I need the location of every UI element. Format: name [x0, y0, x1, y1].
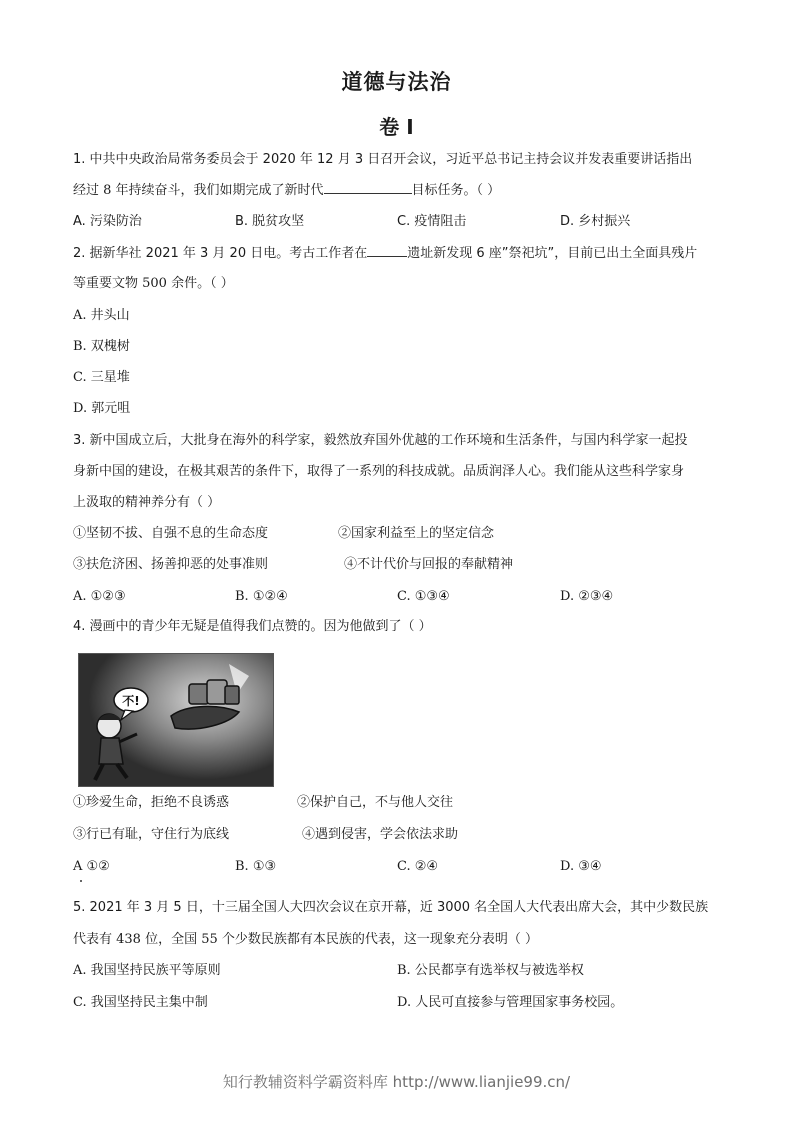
- question-5-option-c: C. 我国坚持民主集中制: [73, 995, 208, 1010]
- question-3-item-4: ④不计代价与回报的奉献精神: [344, 557, 514, 572]
- question-2-option-d: D. 郭元咀: [73, 401, 131, 416]
- question-2-line-1b: 遗址新发现 6 座”祭祀坑”，目前已出土全面具残片: [407, 246, 698, 261]
- question-2-line-1: [73, 244, 697, 263]
- question-1-option-c: C. 疫情阻击: [397, 214, 467, 229]
- question-2-line-2: 等重要文物 500 余件。（ ）: [73, 276, 234, 291]
- question-4-option-b: B. ①③: [235, 859, 277, 874]
- question-2-option-b: B. 双槐树: [73, 339, 130, 354]
- question-4-option-c: C. ②④: [397, 859, 439, 874]
- section-title: 卷 I: [379, 115, 414, 139]
- scan-speck: [80, 880, 82, 882]
- question-3-line-1: 3. 新中国成立后，大批身在海外的科学家，毅然放弃国外优越的工作环境和生活条件，与国内科学家一起投: [73, 433, 688, 448]
- comic-illustration: [78, 653, 274, 787]
- question-3-option-a: A. ①②③: [73, 589, 126, 604]
- page-title: 道德与法治: [341, 70, 452, 94]
- question-3-item-1: ①坚韧不拔、自强不息的生命态度: [73, 526, 269, 541]
- question-2-line-1a: 2. 据新华社 2021 年 3 月 20 日电。考古工作者在: [73, 246, 368, 261]
- question-2-option-c: C. 三星堆: [73, 370, 130, 385]
- question-4-line-1: 4. 漫画中的青少年无疑是值得我们点赞的。因为他做到了（ ）: [73, 619, 432, 634]
- question-1-line-2b: 目标任务。（ ）: [411, 183, 501, 198]
- question-3-item-3: ③扶危济困、扬善抑恶的处事准则: [73, 557, 269, 572]
- question-1-line-2: [73, 181, 500, 200]
- answer-blank: [324, 181, 412, 194]
- question-5-option-b: B. 公民都享有选举权与被选举权: [397, 963, 584, 978]
- question-4-option-d: D. ③④: [560, 859, 602, 874]
- question-1-option-a: A. 污染防治: [73, 214, 142, 229]
- question-5-line-1: 5. 2021 年 3 月 5 日，十三届全国人大四次会议在京开幕，近 3000 名全国人大代表出席大会，其中少数民族: [73, 900, 709, 915]
- question-4-item-3: ③行已有耻，守住行为底线: [73, 827, 230, 842]
- question-5-option-d: D. 人民可直接参与管理国家事务校园。: [397, 995, 624, 1010]
- question-1-line-1: 1. 中共中央政治局常务委员会于 2020 年 12 月 3 日召开会议，习近平总书记主持会议并发表重要讲话指出: [73, 152, 693, 167]
- question-1-option-d: D. 乡村振兴: [560, 214, 631, 229]
- answer-blank: [367, 244, 407, 257]
- question-3-option-b: B. ①②④: [235, 589, 288, 604]
- question-3-line-2: 身新中国的建设，在极其艰苦的条件下，取得了一系列的科技成就。品质润泽人心。我们能从这些科学家身: [73, 464, 685, 479]
- question-3-option-d: D. ②③④: [560, 589, 614, 604]
- question-3-item-2: ②国家利益至上的坚定信念: [338, 526, 495, 541]
- question-1-option-b: B. 脱贫攻坚: [235, 214, 305, 229]
- question-5-option-a: A. 我国坚持民族平等原则: [73, 963, 221, 978]
- question-4-item-4: ④遇到侵害，学会依法求助: [302, 827, 459, 842]
- question-3-line-3: 上汲取的精神养分有（ ）: [73, 495, 221, 510]
- question-5-line-2: 代表有 438 位，全国 55 个少数民族都有本民族的代表，这一现象充分表明（ ）: [73, 932, 539, 947]
- question-4-item-2: ②保护自己，不与他人交往: [297, 795, 454, 810]
- footer-watermark: 知行教辅资料学霸资料库 http://www.lianjie99.cn/: [222, 1073, 571, 1091]
- question-1-line-2a: 经过 8 年持续奋斗，我们如期完成了新时代: [73, 183, 324, 198]
- speech-bubble-text: 不!: [122, 694, 140, 708]
- question-2-option-a: A. 井头山: [73, 308, 130, 323]
- question-4-item-1: ①珍爱生命，拒绝不良诱惑: [73, 795, 230, 810]
- question-3-option-c: C. ①③④: [397, 589, 450, 604]
- question-4-option-a: A ①②: [73, 859, 110, 874]
